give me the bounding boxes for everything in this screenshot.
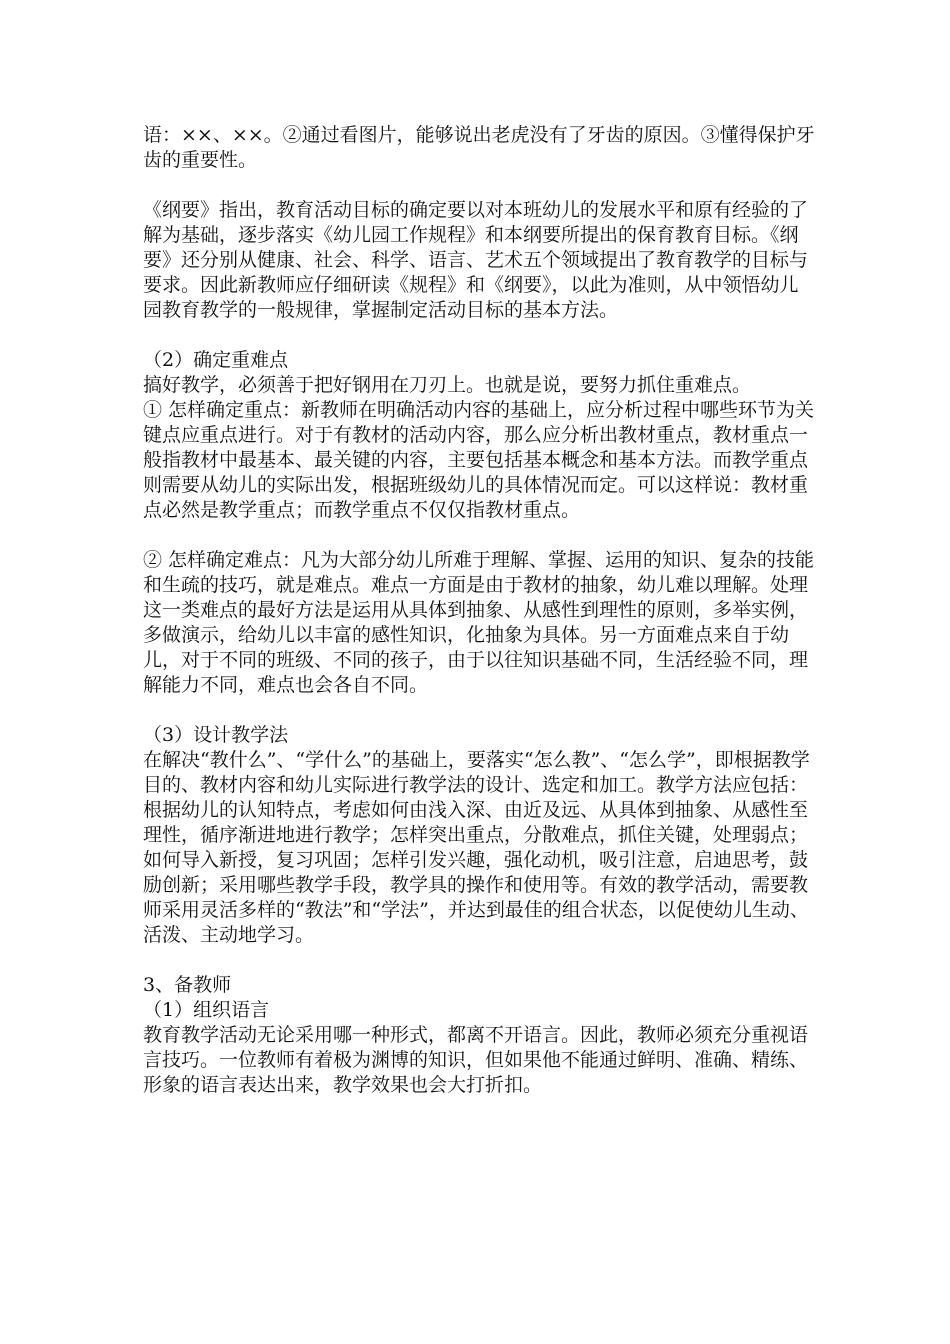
paragraph-organize-language: 教育教学活动无论采用哪一种形式，都离不开语言。因此，教师必须充分重视语言技巧。一位教师有着极为渊博的知识，但如果他不能通过鲜明、准确、精练、形象的语言表达出来，教学效果也会大打折扣。 xyxy=(143,1024,809,1096)
paragraph-gap xyxy=(143,698,815,723)
heading-prepare-teacher: 3、备教师 xyxy=(143,974,232,996)
heading-key-difficult-points: （2）确定重难点 xyxy=(143,349,289,371)
paragraph-goals-end: 语：××、××。②通过看图片，能够说出老虎没有了牙齿的原因。③懂得保护牙齿的重要性。 xyxy=(143,124,815,171)
paragraph-gap xyxy=(143,173,815,198)
paragraph-gap xyxy=(143,523,815,548)
paragraph-teaching-method: 在解决“教什么”、“学什么”的基础上，要落实“怎么教”、“怎么学”，即根据教学目的、教材内容和幼儿实际进行教学法的设计、选定和加工。教学方法应包括：根据幼儿的认知特点，考虑如何由浅入深、由近及远、从具体到抽象、从感性至理性，循序渐进地进行教学；怎样突出重点，分散难点，抓住关键，处理弱点；如何导入新授，复习巩固；怎样引发兴趣，强化动机，吸引注意，启迪思考，鼓励创新；采用哪些教学手段，教学具的操作和使用等。有效的教学活动，需要教师采用灵活多样的“教法”和“学法”，并达到最佳的组合状态，以促使幼儿生动、活泼、主动地学习。 xyxy=(143,749,810,946)
heading-teaching-method: （3）设计教学法 xyxy=(143,724,289,746)
paragraph-determine-difficult-points: ② 怎样确定难点：凡为大部分幼儿所难于理解、掌握、运用的知识、复杂的技能和生疏的技巧，就是难点。难点一方面是由于教材的抽象，幼儿难以理解。处理这一类难点的最好方法是运用从具体到抽象、从感性到理性的原则，多举实例，多做演示，给幼儿以丰富的感性知识，化抽象为具体。另一方面难点来自于幼儿，对于不同的班级、不同的孩子，由于以往知识基础不同，生活经验不同，理解能力不同，难点也会各自不同。 xyxy=(143,549,815,696)
paragraph-determine-key-points: ① 怎样确定重点：新教师在明确活动内容的基础上，应分析过程中哪些环节为关键点应重点进行。对于有教材的活动内容，那么应分析出教材重点，教材重点一般指教材中最基本、最关键的内容，主要包括基本概念和基本方法。而教学重点则需要从幼儿的实际出发，根据班级幼儿的具体情况而定。可以这样说：教材重点必然是教学重点；而教学重点不仅仅指教材重点。 xyxy=(143,399,815,521)
paragraph-grasp-key-points: 搞好教学，必须善于把好钢用在刀刃上。也就是说，要努力抓住重难点。 xyxy=(143,374,752,396)
document-page xyxy=(143,123,815,1098)
paragraph-gap xyxy=(143,323,815,348)
paragraph-gap xyxy=(143,948,815,973)
paragraph-gangyao: 《纲要》指出，教育活动目标的确定要以对本班幼儿的发展水平和原有经验的了解为基础，逐步落实《幼儿园工作规程》和本纲要所提出的保育教育目标。《纲要》还分别从健康、社会、科学、语言、艺术五个领域提出了教育教学的目标与要求。因此新教师应仔细研读《规程》和《纲要》，以此为准则，从中领悟幼儿园教育教学的一般规律，掌握制定活动目标的基本方法。 xyxy=(143,199,809,321)
heading-organize-language: （1）组织语言 xyxy=(143,999,270,1021)
